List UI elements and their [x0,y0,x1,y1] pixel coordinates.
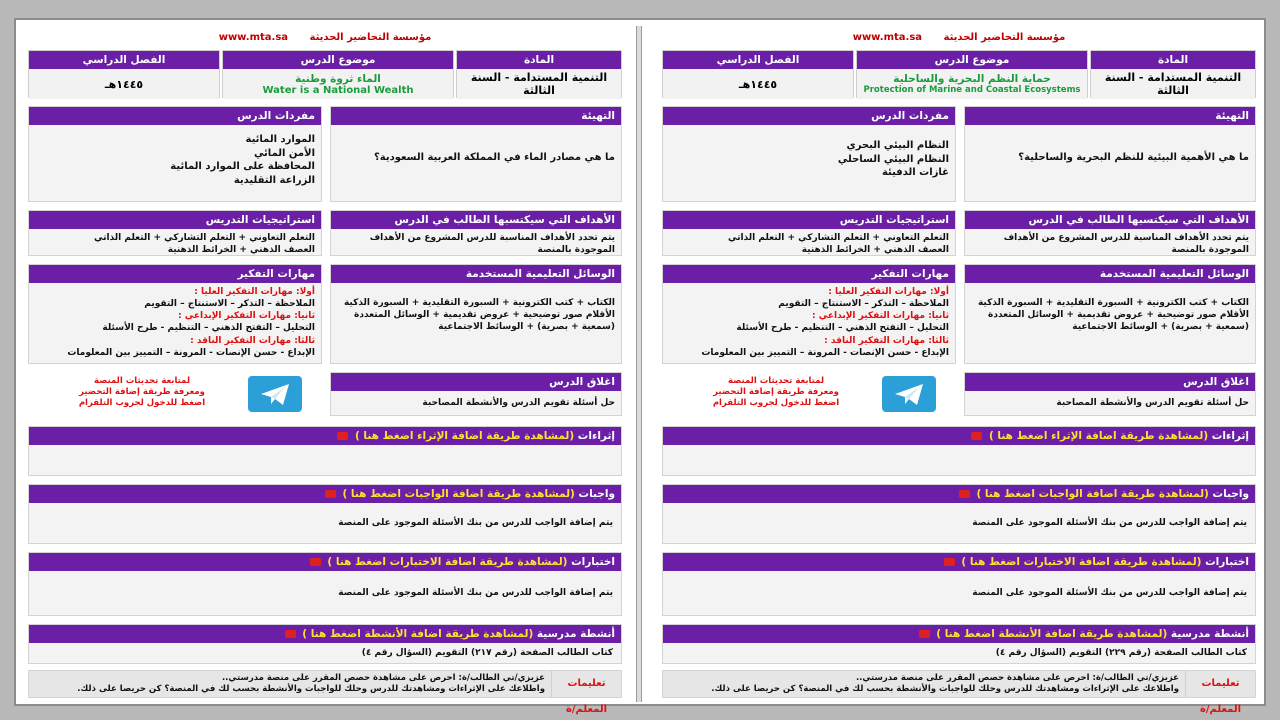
promo-line: لمتابعة تحديثات المنصة [727,376,825,386]
tests-link[interactable]: (لمشاهدة طريقة اضافة الاختبارات اضغط هنا ) [961,556,1202,568]
goals-box [330,210,622,256]
strategies-line: العصف الذهني + الخرائط الذهنية [167,245,315,256]
activities-box [28,624,622,664]
tests-header [29,553,621,571]
thinking-box [28,264,322,364]
goals-label: الأهداف التي سيكتسبها الطالب في الدرس [965,211,1255,229]
activities-text: كتاب الطالب الصفحة (رقم ٢١٧) التقويم (السؤال رقم ٤) [361,648,613,658]
warmup-text: ما هي مصادر الماء في المملكة العربية السعودية؟ [373,152,615,163]
tests-text: يتم إضافة الواجب للدرس من بنك الأسئلة الموجود على المنصة [972,588,1247,598]
vocab-box [662,106,956,202]
strategies-box [662,210,956,256]
warmup-box [964,106,1256,202]
enrichment-header [663,427,1255,445]
term-value: ١٤٤٥هـ [29,69,219,99]
subject-label: المادة [457,51,621,69]
subject-value: التنمية المستدامة - السنة الثالثة [1091,69,1255,99]
youtube-icon[interactable] [944,558,955,566]
closing-text: حل أسئلة تقويم الدرس والأنشطة المصاحبة [1056,398,1249,408]
strategies-label: استراتيجيات التدريس [663,211,955,229]
youtube-icon[interactable] [959,490,970,498]
subject-cell [1090,50,1256,98]
term-label: الفصل الدراسي [663,51,853,69]
homework-header [29,485,621,503]
tests-box [662,552,1256,616]
homework-link[interactable]: (لمشاهدة طريقة اضافة الواجبات اضغط هنا ) [342,488,575,500]
slide-frame [14,18,1266,715]
thinking-line: الإبداع - حسن الإنصات - المرونة – التمييز بين المعلومات [701,347,949,358]
thinking-heading: أولا: مهارات التفكير العليا : [828,287,949,297]
topic-label: موضوع الدرس [223,51,453,69]
header-table [28,50,622,98]
enrichment-label: إثراءات [577,430,615,442]
media-label: الوسائل التعليمية المستخدمة [965,265,1255,283]
thinking-label: مهارات التفكير [663,265,955,283]
thinking-line: التحليل – التفتح الذهني – التنظيم - طرح الأسئلة [736,323,949,334]
homework-label: واجبات [578,488,615,500]
activities-text: كتاب الطالب الصفحة (رقم ٢٢٩) التقويم (السؤال رقم ٤) [995,648,1247,658]
homework-link[interactable]: (لمشاهدة طريقة اضافة الواجبات اضغط هنا ) [976,488,1209,500]
brand-header [662,32,1256,48]
media-line: الأقلام صور توضيحية + عروض تقديمية + الوسائل المتعددة [988,310,1249,321]
thinking-heading: ثانيا: مهارات التفكير الإبداعي : [178,311,315,322]
youtube-icon[interactable] [325,490,336,498]
thinking-line: التحليل – التفتح الذهني – التنظيم - طرح الأسئلة [102,323,315,334]
teacher-notes-label: تعليمات المعلم/ة [551,671,621,697]
thinking-text [663,283,955,362]
topic-en: Water is a National Wealth [262,84,414,96]
strategies-line: التعلم التعاوني + التعلم التشاركي + التعلم الذاتي [728,233,949,243]
promo-line: اضغط للدخول لجروب التلقرام [712,398,840,409]
closing-box [964,372,1256,416]
thinking-heading: ثالثا: مهارات التفكير الناقد : [190,335,315,346]
vocab-item: غازات الدفيئة [881,167,949,178]
topic-en: Protection of Marine and Coastal Ecosystems [863,85,1081,95]
youtube-icon[interactable] [310,558,321,566]
enrichment-label: إثراءات [1211,430,1249,442]
thinking-text [29,283,321,362]
warmup-box [330,106,622,202]
term-cell [662,50,854,98]
vocab-list [29,125,321,190]
subject-value: التنمية المستدامة - السنة الثالثة [457,69,621,99]
telegram-promo[interactable] [662,368,956,420]
enrichment-link[interactable]: (لمشاهدة طريقة اضافة الإثراء اضغط هنا ) [988,430,1209,442]
vocab-item: النظام البيئي الساحلي [837,153,949,165]
media-text [331,283,621,336]
lesson-plan-page-water [28,32,622,715]
warmup-label: التهيئة [965,107,1255,125]
teacher-notes-text [669,673,1179,695]
telegram-icon[interactable] [882,376,936,412]
teacher-notes-label: تعليمات المعلم/ة [1185,671,1255,697]
media-line: (سمعية + بصرية) + الوسائط الاجتماعية [1072,322,1249,333]
warmup-text: ما هي الأهمية البيئية للنظم البحرية والساحلية؟ [1018,152,1249,163]
tests-label: اختبارات [571,556,615,568]
enrichment-box [662,426,1256,476]
header-table [662,50,1256,98]
topic-ar: حماية النظم البحرية والساحلية [893,73,1051,85]
strategies-line: العصف الذهني + الخرائط الذهنية [801,245,949,256]
activities-header [663,625,1255,643]
subject-cell [456,50,622,98]
term-value: ١٤٤٥هـ [663,69,853,99]
youtube-icon[interactable] [337,432,348,440]
media-box [330,264,622,364]
teacher-notes [662,670,1256,715]
topic-cell [856,50,1088,98]
vocab-item: الأمن المائي [253,147,315,159]
media-line: الكتاب + كتب الكترونية + السبورة التقليدية + السبورة الذكية [977,298,1249,308]
thinking-heading: ثانيا: مهارات التفكير الإبداعي : [812,311,949,322]
warmup-label: التهيئة [331,107,621,125]
topic-ar: الماء ثروة وطنية [295,72,381,85]
strategies-label: استراتيجيات التدريس [29,211,321,229]
thinking-label: مهارات التفكير [29,265,321,283]
activities-label: أنشطة مدرسية [1170,628,1249,640]
teacher-notes-text [35,673,545,695]
homework-box [28,484,622,544]
note-line: واطلاعك على الإثراءات ومشاهدتك للدرس وحلك للواجبات والأنشطة بحسب لك في المنصة؟ كن حريصا على ذلك. [711,684,1179,695]
closing-label: اغلاق الدرس [965,373,1255,391]
media-text [965,283,1255,336]
telegram-promo[interactable] [28,368,322,420]
thinking-box [662,264,956,364]
vocab-label: مفردات الدرس [29,107,321,125]
closing-label: اغلاق الدرس [331,373,621,391]
media-box [964,264,1256,364]
homework-header [663,485,1255,503]
thinking-heading: أولا: مهارات التفكير العليا : [194,287,315,297]
page-divider [636,26,642,702]
thinking-line: الملاحظة – التذكر – الاستنتاج – التقويم [144,299,315,310]
brand-institution: مؤسسة التحاضير الحديثة [943,32,1066,43]
term-label: الفصل الدراسي [29,51,219,69]
vocab-item: النظام البيئي البحري [846,140,949,151]
goals-text: يتم تحدد الأهداف المناسبة للدرس المشروع من الأهداف الموجودة بالمنصة [369,233,615,256]
homework-box [662,484,1256,544]
strategies-text [29,229,321,259]
promo-line: لمتابعة تحديثات المنصة [93,376,191,386]
promo-line: ومعرفة طريقة إضافة التحضير [79,387,205,398]
closing-box [330,372,622,416]
strategies-text [663,229,955,259]
term-cell [28,50,220,98]
homework-text: يتم إضافة الواجب للدرس من بنك الأسئلة الموجود على المنصة [972,518,1247,528]
promo-line: ومعرفة طريقة إضافة التحضير [713,387,839,398]
goals-box [964,210,1256,256]
thinking-line: الملاحظة – التذكر – الاستنتاج – التقويم [778,299,949,310]
telegram-icon[interactable] [248,376,302,412]
activities-header [29,625,621,643]
youtube-icon[interactable] [919,630,930,638]
vocab-item: الموارد المائية [245,134,315,145]
note-line: عزيزي/تي الطالب/ة: احرص على مشاهدة حصص المقرر على منصة مدرستي.. [855,673,1179,683]
activities-label: أنشطة مدرسية [536,628,615,640]
brand-site[interactable]: www.mta.sa [852,32,923,43]
enrichment-header [29,427,621,445]
thinking-line: الإبداع - حسن الإنصات - المرونة – التمييز بين المعلومات [67,347,315,358]
activities-box [662,624,1256,664]
vocab-item: الزراعة التقليدية [233,174,315,186]
thinking-heading: ثالثا: مهارات التفكير الناقد : [824,335,949,346]
subject-label: المادة [1091,51,1255,69]
vocab-list [663,125,955,183]
vocab-box [28,106,322,202]
topic-label: موضوع الدرس [857,51,1087,69]
enrichment-box [28,426,622,476]
brand-site[interactable]: www.mta.sa [218,32,289,43]
brand-header [28,32,622,48]
homework-text: يتم إضافة الواجب للدرس من بنك الأسئلة الموجود على المنصة [338,518,613,528]
media-line: الكتاب + كتب الكترونية + السبورة التقليدية + السبورة الذكية [343,298,615,308]
teacher-notes [28,670,622,715]
tests-label: اختبارات [1205,556,1249,568]
tests-link[interactable]: (لمشاهدة طريقة اضافة الاختبارات اضغط هنا ) [327,556,568,568]
youtube-icon[interactable] [971,432,982,440]
note-line: عزيزي/تي الطالب/ة: احرص على مشاهدة حصص المقرر على منصة مدرستي.. [221,673,545,683]
promo-line: اضغط للدخول لجروب التلقرام [78,398,206,409]
topic-cell [222,50,454,98]
homework-label: واجبات [1212,488,1249,500]
goals-text: يتم تحدد الأهداف المناسبة للدرس المشروع من الأهداف الموجودة بالمنصة [1003,233,1249,256]
tests-text: يتم إضافة الواجب للدرس من بنك الأسئلة الموجود على المنصة [338,588,613,598]
brand-institution: مؤسسة التحاضير الحديثة [309,32,432,43]
tests-header [663,553,1255,571]
youtube-icon[interactable] [285,630,296,638]
media-line: الأقلام صور توضيحية + عروض تقديمية + الوسائل المتعددة [354,310,615,321]
goals-label: الأهداف التي سيكتسبها الطالب في الدرس [331,211,621,229]
activities-link[interactable]: (لمشاهدة طريقة اضافة الأنشطة اضغط هنا ) [302,628,534,640]
vocab-item: المحافظة على الموارد المائية [170,161,315,172]
promo-text [72,376,212,409]
topic-value [223,69,453,99]
closing-text: حل أسئلة تقويم الدرس والأنشطة المصاحبة [422,398,615,408]
topic-value [857,69,1087,99]
strategies-box [28,210,322,256]
enrichment-link[interactable]: (لمشاهدة طريقة اضافة الإثراء اضغط هنا ) [354,430,575,442]
activities-link[interactable]: (لمشاهدة طريقة اضافة الأنشطة اضغط هنا ) [936,628,1168,640]
tests-box [28,552,622,616]
lesson-plan-page-marine [662,32,1256,715]
media-line: (سمعية + بصرية) + الوسائط الاجتماعية [438,322,615,333]
strategies-line: التعلم التعاوني + التعلم التشاركي + التعلم الذاتي [94,233,315,243]
media-label: الوسائل التعليمية المستخدمة [331,265,621,283]
vocab-label: مفردات الدرس [663,107,955,125]
promo-text [706,376,846,409]
note-line: واطلاعك على الإثراءات ومشاهدتك للدرس وحلك للواجبات والأنشطة بحسب لك في المنصة؟ كن حريصا على ذلك. [77,684,545,695]
